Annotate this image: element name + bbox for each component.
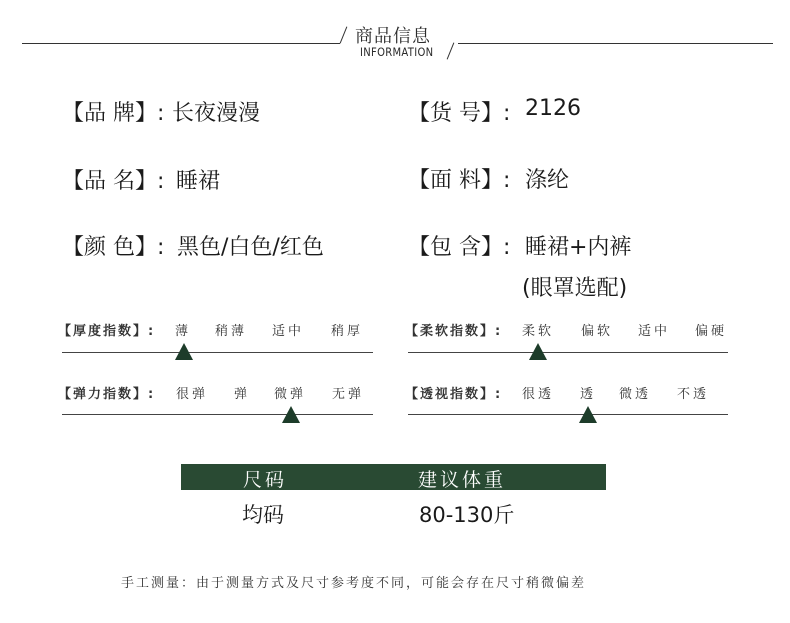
sheerness-marker: [579, 406, 597, 423]
sheerness-option: 透: [580, 387, 597, 402]
size-value: 均码: [242, 503, 284, 527]
thickness-scale-line: [62, 352, 373, 353]
color-value: 黑色/白色/红色: [177, 235, 324, 260]
elasticity-label: 【弹力指数】:: [58, 387, 156, 402]
sheerness-label: 【透视指数】:: [405, 387, 503, 402]
thickness-option: 适中: [272, 324, 305, 339]
thickness-option: 稍厚: [331, 324, 364, 339]
package-label: 【包 含】:: [408, 235, 511, 260]
header-slash-right: [447, 42, 455, 59]
header-slash-left: [340, 26, 348, 43]
thickness-marker: [175, 343, 193, 360]
softness-option: 偏硬: [695, 324, 728, 339]
fabric-value: 涤纶: [525, 168, 570, 193]
fabric-label: 【面 料】:: [408, 168, 511, 193]
softness-option: 偏软: [581, 324, 614, 339]
name-label: 【品 名】:: [62, 169, 165, 194]
weight-header: 建议体重: [418, 469, 507, 491]
color-label: 【颜 色】:: [62, 235, 165, 260]
thickness-option: 稍薄: [215, 324, 248, 339]
softness-option: 柔软: [522, 324, 555, 339]
elasticity-option: 无弹: [332, 387, 365, 402]
sheerness-scale-line: [408, 414, 728, 415]
sheerness-option: 很透: [522, 387, 555, 402]
thickness-label: 【厚度指数】:: [58, 324, 156, 339]
name-value: 睡裙: [176, 169, 221, 194]
brand-value: 长夜漫漫: [172, 101, 261, 126]
thickness-option: 薄: [175, 324, 192, 339]
elasticity-marker: [282, 406, 300, 423]
elasticity-scale-line: [62, 414, 373, 415]
sheerness-option: 微透: [619, 387, 652, 402]
header-line-left: [22, 43, 340, 44]
size-header: 尺码: [243, 469, 288, 491]
header-line-right: [458, 43, 773, 44]
softness-scale-line: [408, 352, 728, 353]
softness-label: 【柔软指数】:: [405, 324, 503, 339]
header-title: 商品信息: [355, 26, 431, 47]
softness-marker: [529, 343, 547, 360]
brand-label: 【品 牌】:: [62, 101, 165, 126]
sheerness-option: 不透: [677, 387, 710, 402]
package-value-note: (眼罩选配): [522, 276, 628, 301]
item-no-label: 【货 号】:: [408, 101, 511, 126]
elasticity-option: 微弹: [274, 387, 307, 402]
header-subtitle: INFORMATION: [360, 47, 434, 60]
elasticity-option: 弹: [234, 387, 251, 402]
measurement-note: 手工测量：由于测量方式及尺寸参考度不同，可能会存在尺寸稍微偏差: [121, 576, 587, 591]
weight-value: 80-130斤: [419, 503, 515, 527]
package-value: 睡裙+内裤: [525, 235, 632, 260]
elasticity-option: 很弹: [176, 387, 209, 402]
item-no-value: 2126: [525, 96, 581, 121]
softness-option: 适中: [638, 324, 671, 339]
